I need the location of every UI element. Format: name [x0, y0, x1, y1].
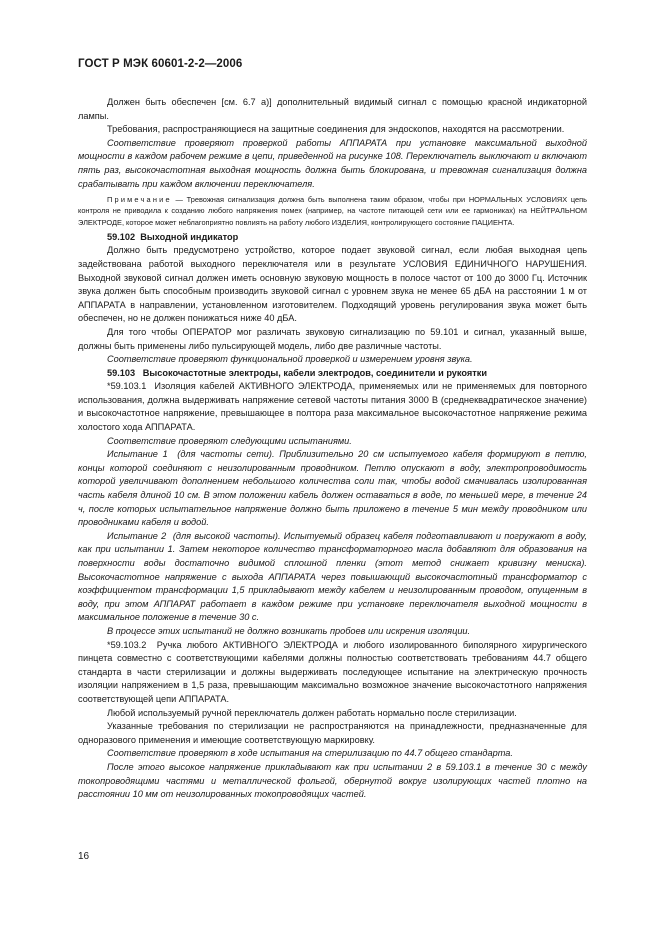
compliance-paragraph: Соответствие проверяют функциональной проверкой и измерением уровня звука. — [107, 354, 473, 365]
test-2-paragraph: Испытание 2 (для высокой частоты). Испытуемый образец кабеля подготавливают и погружают в воду, как при испытании 1. Затем некоторое количество трансформаторного масла добавляют для образования на поверхности воды достаточно видимой сплошной пленки (этот метод снижает кривизну мениска). Высокочастотное напряжение с выхода АППАРАТА через повышающий высокочастотный трансформатор с коэффициентом трансформации 1,5 прикладывают между кабелем и неизолированным проводом, опущенным в воду, при этом АППАРАТ работает в каждом режиме при установке переключателя выходной мощности в максимальное положение в течение 30 с. — [78, 530, 587, 623]
compliance-paragraph: В процессе этих испытаний не должно возникать пробоев или искрения изоляции. — [107, 625, 471, 636]
compliance-paragraph: Соответствие проверяют в ходе испытания на стерилизацию по 44.7 общего стандарта. — [107, 748, 513, 759]
subsection-59-103-2: *59.103.2 Ручка любого АКТИВНОГО ЭЛЕКТРОДА и любого изолированного биполярного хирургического пинцета совместно с соответствующими кабелями должны полностью соответствовать требованиям 44.7 общего стандарта в части стерилизации и должны выдерживать последующее испытание на электрическую прочность изоляции напряжением в 1,5 раза, превышающим максимально возможное значение высокочастотного напряжения соответствующей цепи АППАРАТА. — [78, 639, 587, 704]
paragraph: Любой используемый ручной переключатель должен работать нормально после стерилизации. — [107, 707, 517, 718]
compliance-paragraph: После этого высокое напряжение прикладывают как при испытании 2 в 59.103.1 в течение 30 с между токопроводящими частями и металлической фольгой, обернутой вокруг изолирующих частей плотно на расстоянии 10 мм от неизолированных токопроводящих частей. — [78, 761, 587, 800]
compliance-paragraph: Соответствие проверяют следующими испытаниями. — [107, 435, 352, 446]
note-paragraph: Примечание — Тревожная сигнализация должна быть выполнена таким образом, чтобы при НОРМАЛЬНЫХ УСЛОВИЯХ цепь контроля не приводила к созданию любого напряжения помех (например, на частоте питающей сети или ее гармониках) на НЕЙТРАЛЬНОМ ЭЛЕКТРОДЕ, которое может неблагоприятно повлиять на работу любого ИЗДЕЛИЯ, контролирующего состояние ПАЦИЕНТА. — [78, 195, 587, 227]
test-1-paragraph: Испытание 1 (для частоты сети). Приблизительно 20 см испытуемого кабеля формируют в петлю, концы которой соединяют с неизолированным проводником. Петлю опускают в воду, электропроводимость которой увеличивают дополнением небольшого количества соли так, чтобы водой смачивалась изолированная часть кабеля длиной 10 см. В этом положении кабель должен оставаться в воде, по меньшей мере, в течение 24 ч, после которых испытательное напряжение должно быть приложено в течение 5 мин между проводником или проводниками кабеля и водой. — [78, 449, 587, 528]
section-heading-59-102: 59.102 Выходной индикатор — [107, 231, 239, 242]
note-dash: — — [175, 195, 183, 205]
page-body — [78, 96, 587, 802]
paragraph: Требования, распространяющиеся на защитные соединения для эндоскопов, находятся на рассмотрении. — [107, 124, 565, 135]
page-number: 16 — [78, 851, 90, 862]
paragraph: Должно быть предусмотрено устройство, которое подает звуковой сигнал, если любая выходная цепь задействована работой выходного переключателя или в результате УСЛОВИЯ ЕДИНИЧНОГО НАРУШЕНИЯ. Выходной звуковой сигнал должен иметь основную звуковую мощность в полосе частот от 100 до 3000 Гц. Источник звука должен быть способным производить звуковой сигнал с уровнем звука не менее 65 дБА на расстоянии 1 м от АППАРАТА в направлении, установленном изготовителем. Подходящий уровень регулирования звука может быть обеспечен, но не должен понижаться ниже 40 дБА. — [78, 245, 587, 324]
section-heading-59-103: 59.103 Высокочастотные электроды, кабели электродов, соединители и рукоятки — [107, 367, 487, 378]
document-header: ГОСТ Р МЭК 60601-2-2—2006 — [78, 58, 243, 70]
subsection-59-103-1: *59.103.1 Изоляция кабелей АКТИВНОГО ЭЛЕКТРОДА, применяемых или не применяемых для повторного использования, должна выдерживать напряжение сетевой частоты питания 3000 В (среднеквадратическое значение) и высокочастотное напряжение, превышающее в полтора раза максимальное высокочастотное напряжение режима холостого хода АППАРАТА. — [78, 381, 588, 433]
paragraph: Для того чтобы ОПЕРАТОР мог различать звуковую сигнализацию по 59.101 и сигнал, указанный выше, должны быть применены либо пульсирующей модель, либо две различные частоты. — [78, 326, 587, 351]
paragraph: Указанные требования по стерилизации не распространяются на принадлежности, предназначенные для одноразового применения и имеющие соответствующую маркировку. — [78, 721, 587, 745]
paragraph: Должен быть обеспечен [см. 6.7 а)] дополнительный видимый сигнал с помощью красной индикаторной лампы. — [78, 97, 587, 121]
note-label: Примечание — [107, 195, 172, 205]
compliance-paragraph: Соответствие проверяют проверкой работы АППАРАТА при установке максимальной выходной мощности в каждом рабочем режиме в цепи, приведенной на рисунке 108. Переключатель выключают и включают пять раз, высокочастотная выходная мощность должна быть блокирована, и тревожная сигнализация должна срабатывать при каждом включении переключателя. — [78, 137, 587, 189]
